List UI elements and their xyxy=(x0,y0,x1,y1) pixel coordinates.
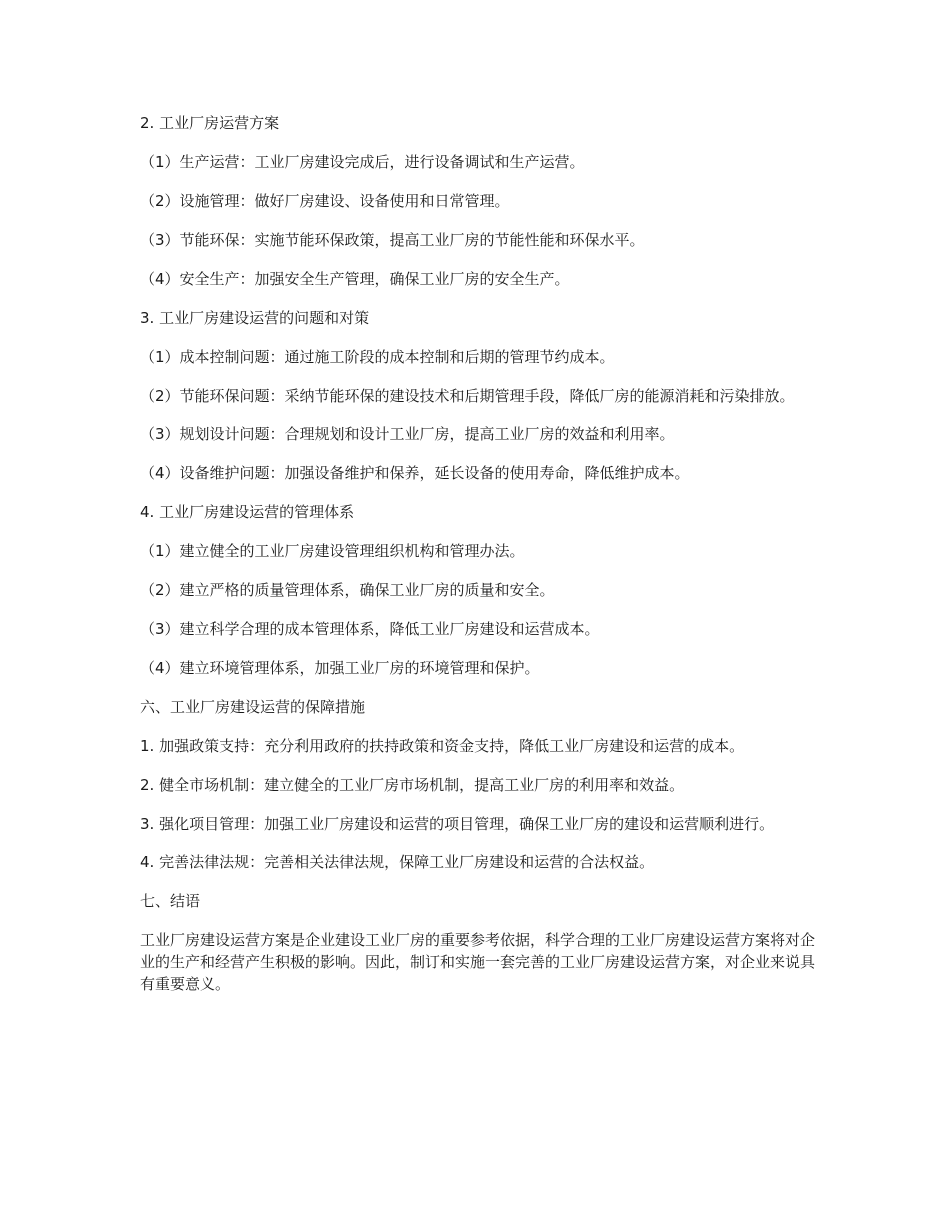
list-item: 4. 完善法律法规：完善相关法律法规，保障工业厂房建设和运营的合法权益。 xyxy=(140,853,655,871)
list-item: （1）生产运营：工业厂房建设完成后，进行设备调试和生产运营。 xyxy=(140,153,585,171)
list-item: （2）设施管理：做好厂房建设、设备使用和日常管理。 xyxy=(140,192,510,210)
conclusion-paragraph: 工业厂房建设运营方案是企业建设工业厂房的重要参考依据，科学合理的工业厂房建设运营方案将对企业的生产和经营产生积极的影响。因此，制订和实施一套完善的工业厂房建设运营方案，对企业来说具有重要意义。 xyxy=(140,931,816,993)
chapter-heading-safeguards: 六、工业厂房建设运营的保障措施 xyxy=(140,698,366,716)
list-item: 1. 加强政策支持：充分利用政府的扶持政策和资金支持，降低工业厂房建设和运营的成本。 xyxy=(140,737,745,755)
section-heading-operation-plan: 2. 工业厂房运营方案 xyxy=(140,114,280,132)
document-body xyxy=(140,112,820,1012)
section-heading-problems: 3. 工业厂房建设运营的问题和对策 xyxy=(140,309,370,327)
list-item: （4）建立环境管理体系，加强工业厂房的环境管理和保护。 xyxy=(140,659,540,677)
list-item: （1）建立健全的工业厂房建设管理组织机构和管理办法。 xyxy=(140,542,525,560)
list-item: 3. 强化项目管理：加强工业厂房建设和运营的项目管理，确保工业厂房的建设和运营顺利进行。 xyxy=(140,815,775,833)
chapter-heading-conclusion: 七、结语 xyxy=(140,892,201,910)
list-item: （3）节能环保：实施节能环保政策，提高工业厂房的节能性能和环保水平。 xyxy=(140,231,645,249)
list-item: （3）规划设计问题：合理规划和设计工业厂房，提高工业厂房的效益和利用率。 xyxy=(140,425,675,443)
section-heading-management-system: 4. 工业厂房建设运营的管理体系 xyxy=(140,503,355,521)
list-item: （1）成本控制问题：通过施工阶段的成本控制和后期的管理节约成本。 xyxy=(140,348,615,366)
list-item: 2. 健全市场机制：建立健全的工业厂房市场机制，提高工业厂房的利用率和效益。 xyxy=(140,776,685,794)
list-item: （4）安全生产：加强安全生产管理，确保工业厂房的安全生产。 xyxy=(140,270,570,288)
list-item: （3）建立科学合理的成本管理体系，降低工业厂房建设和运营成本。 xyxy=(140,620,600,638)
list-item: （4）设备维护问题：加强设备维护和保养，延长设备的使用寿命，降低维护成本。 xyxy=(140,464,690,482)
list-item: （2）节能环保问题：采纳节能环保的建设技术和后期管理手段，降低厂房的能源消耗和污染排放。 xyxy=(140,387,795,405)
list-item: （2）建立严格的质量管理体系，确保工业厂房的质量和安全。 xyxy=(140,581,555,599)
